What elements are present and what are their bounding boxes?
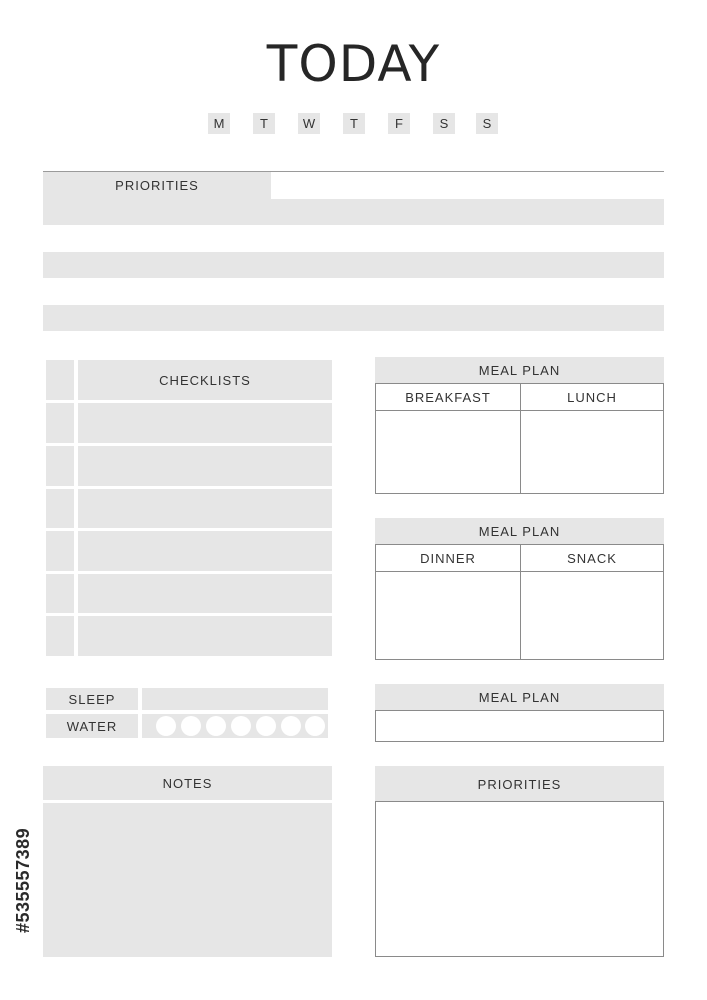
checklist-row[interactable] [78, 403, 332, 443]
dinner-field[interactable] [376, 572, 520, 659]
priorities-bottom-field[interactable] [375, 801, 664, 957]
water-glass-circle[interactable] [156, 716, 176, 736]
stock-id-watermark: #535557389 [13, 827, 33, 933]
checklist-checkbox[interactable] [46, 574, 74, 613]
checklist-row[interactable] [78, 446, 332, 486]
sleep-label: SLEEP [68, 692, 116, 707]
water-glass-circle[interactable] [206, 716, 226, 736]
priorities-tab [43, 172, 271, 199]
checklist-row[interactable] [78, 531, 332, 571]
breakfast-field[interactable] [376, 411, 520, 493]
checklist-checkbox[interactable] [46, 403, 74, 443]
checklist-checkbox[interactable] [46, 531, 74, 571]
priority-line-2[interactable] [43, 252, 664, 278]
water-label: WATER [66, 719, 118, 734]
snack-field[interactable] [521, 572, 663, 659]
notes-label: NOTES [162, 776, 213, 791]
meal-plan-1-grid [375, 383, 664, 494]
meal-plan-1-header [375, 357, 664, 383]
water-glass-circle[interactable] [256, 716, 276, 736]
water-glass-circle[interactable] [231, 716, 251, 736]
meal-plan-2-header [375, 518, 664, 544]
notes-field[interactable] [43, 803, 332, 957]
priority-line-3[interactable] [43, 305, 664, 331]
checklist-checkbox[interactable] [46, 446, 74, 486]
water-glass-circle[interactable] [181, 716, 201, 736]
priorities-label: PRIORITIES [115, 178, 199, 193]
meal-plan-1-label: MEAL PLAN [478, 363, 561, 378]
meal-plan-3-label: MEAL PLAN [478, 690, 561, 705]
day-tuesday[interactable]: T [253, 113, 275, 134]
meal-plan-3-field[interactable] [375, 710, 664, 742]
checklists-label: CHECKLISTS [159, 373, 251, 388]
priorities-bottom-header [375, 766, 664, 802]
notes-header [43, 766, 332, 800]
day-saturday[interactable]: S [433, 113, 455, 134]
priority-line-1[interactable] [43, 199, 664, 225]
meal-plan-2-grid [375, 544, 664, 660]
checklist-checkbox[interactable] [46, 616, 74, 656]
sleep-label-box [46, 688, 138, 710]
checklist-checkbox[interactable] [46, 489, 74, 528]
water-label-box [46, 714, 138, 738]
water-glass-circle[interactable] [281, 716, 301, 736]
priorities-bottom-label: PRIORITIES [477, 777, 562, 792]
day-wednesday[interactable]: W [298, 113, 320, 134]
day-sunday[interactable]: S [476, 113, 498, 134]
checklist-row[interactable] [78, 489, 332, 528]
page-title: TODAY [266, 35, 441, 93]
checklists-header [78, 360, 332, 400]
water-glass-circle[interactable] [305, 716, 325, 736]
sleep-field[interactable] [142, 688, 328, 710]
lunch-field[interactable] [521, 411, 663, 493]
day-friday[interactable]: F [388, 113, 410, 134]
checklist-checkbox-header [46, 360, 74, 400]
checklist-row[interactable] [78, 616, 332, 656]
day-thursday[interactable]: T [343, 113, 365, 134]
snack-label: SNACK [567, 551, 617, 566]
breakfast-label: BREAKFAST [405, 390, 491, 405]
lunch-label: LUNCH [567, 390, 617, 405]
meal-plan-2-label: MEAL PLAN [478, 524, 561, 539]
meal-plan-3-header [375, 684, 664, 710]
checklist-row[interactable] [78, 574, 332, 613]
day-monday[interactable]: M [208, 113, 230, 134]
dinner-label: DINNER [420, 551, 476, 566]
